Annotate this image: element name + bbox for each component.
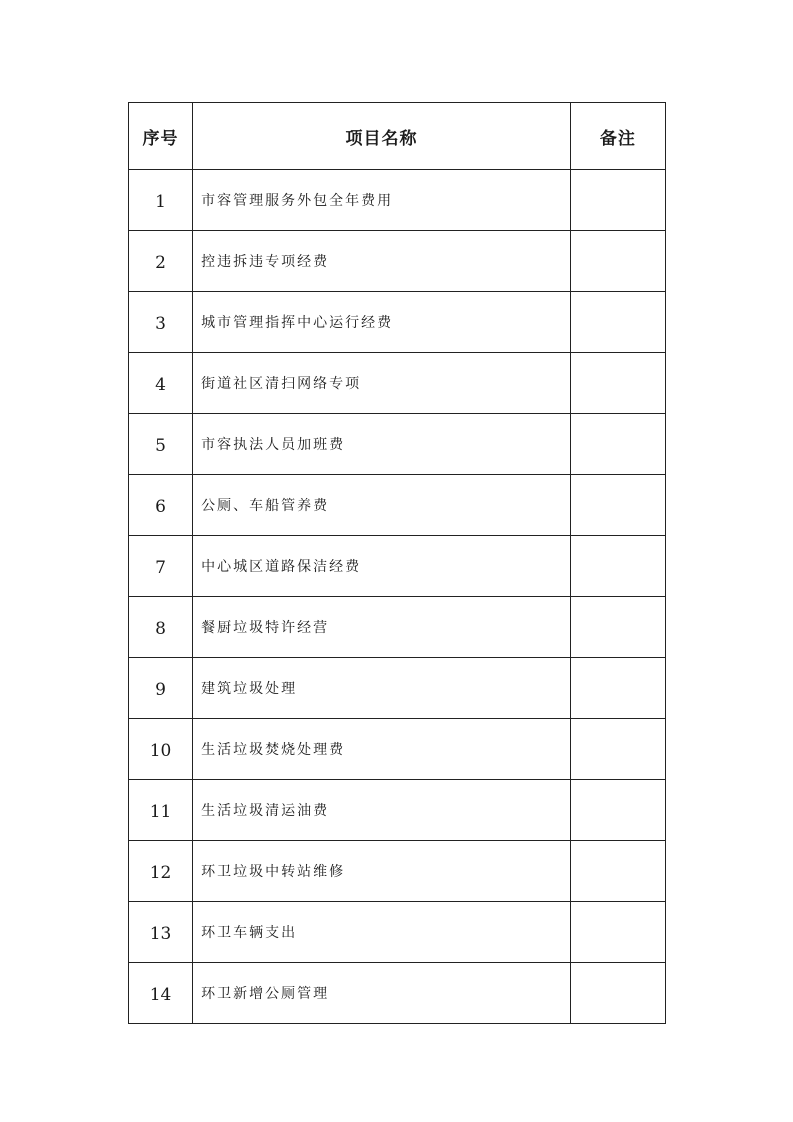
row-number: 4 — [129, 353, 193, 414]
project-name: 环卫车辆支出 — [201, 925, 298, 941]
remarks-cell — [570, 231, 665, 292]
remarks-cell — [570, 353, 665, 414]
project-name-cell — [193, 658, 571, 719]
row-number: 13 — [129, 902, 193, 963]
remarks-cell — [570, 963, 665, 1024]
project-name: 环卫垃圾中转站维修 — [201, 864, 346, 880]
project-name: 餐厨垃圾特许经营 — [201, 620, 330, 636]
row-number: 12 — [129, 841, 193, 902]
project-name-cell — [193, 292, 571, 353]
project-name: 市容管理服务外包全年费用 — [201, 193, 394, 209]
project-table — [128, 102, 666, 1024]
table-row — [129, 719, 666, 780]
table-header-row — [129, 103, 666, 170]
remarks-cell — [570, 536, 665, 597]
header-serial-number: 序号 — [129, 103, 193, 170]
project-name: 中心城区道路保洁经费 — [201, 559, 362, 575]
project-name: 市容执法人员加班费 — [201, 437, 346, 453]
project-name: 环卫新增公厕管理 — [201, 986, 330, 1002]
row-number: 14 — [129, 963, 193, 1024]
remarks-cell — [570, 902, 665, 963]
remarks-cell — [570, 841, 665, 902]
table-row — [129, 414, 666, 475]
row-number: 7 — [129, 536, 193, 597]
row-number: 6 — [129, 475, 193, 536]
project-name-cell — [193, 902, 571, 963]
table-row — [129, 658, 666, 719]
row-number: 1 — [129, 170, 193, 231]
project-name: 建筑垃圾处理 — [201, 681, 298, 697]
table-row — [129, 231, 666, 292]
row-number: 3 — [129, 292, 193, 353]
remarks-cell — [570, 658, 665, 719]
project-name: 城市管理指挥中心运行经费 — [201, 315, 394, 331]
remarks-cell — [570, 292, 665, 353]
table-row — [129, 353, 666, 414]
remarks-cell — [570, 414, 665, 475]
row-number: 8 — [129, 597, 193, 658]
table-row — [129, 292, 666, 353]
project-name-cell — [193, 475, 571, 536]
project-name-cell — [193, 780, 571, 841]
row-number: 2 — [129, 231, 193, 292]
project-name-cell — [193, 963, 571, 1024]
remarks-cell — [570, 719, 665, 780]
row-number: 9 — [129, 658, 193, 719]
row-number: 5 — [129, 414, 193, 475]
table-row — [129, 597, 666, 658]
header-remarks: 备注 — [570, 103, 665, 170]
table-row — [129, 963, 666, 1024]
table-row — [129, 841, 666, 902]
table-row — [129, 902, 666, 963]
project-name-cell — [193, 536, 571, 597]
project-name-cell — [193, 597, 571, 658]
table-row — [129, 170, 666, 231]
remarks-cell — [570, 780, 665, 841]
project-name-cell — [193, 231, 571, 292]
table-row — [129, 475, 666, 536]
row-number: 10 — [129, 719, 193, 780]
remarks-cell — [570, 475, 665, 536]
table-row — [129, 536, 666, 597]
project-name-cell — [193, 719, 571, 780]
row-number: 11 — [129, 780, 193, 841]
remarks-cell — [570, 170, 665, 231]
header-project-name: 项目名称 — [193, 103, 571, 170]
table-row — [129, 780, 666, 841]
project-name: 公厕、车船管养费 — [201, 498, 330, 514]
project-name: 控违拆违专项经费 — [201, 254, 330, 270]
project-name-cell — [193, 353, 571, 414]
project-name: 生活垃圾焚烧处理费 — [201, 742, 346, 758]
project-name-cell — [193, 841, 571, 902]
remarks-cell — [570, 597, 665, 658]
project-name: 生活垃圾清运油费 — [201, 803, 330, 819]
project-name-cell — [193, 414, 571, 475]
project-name-cell — [193, 170, 571, 231]
project-name: 街道社区清扫网络专项 — [201, 376, 362, 392]
